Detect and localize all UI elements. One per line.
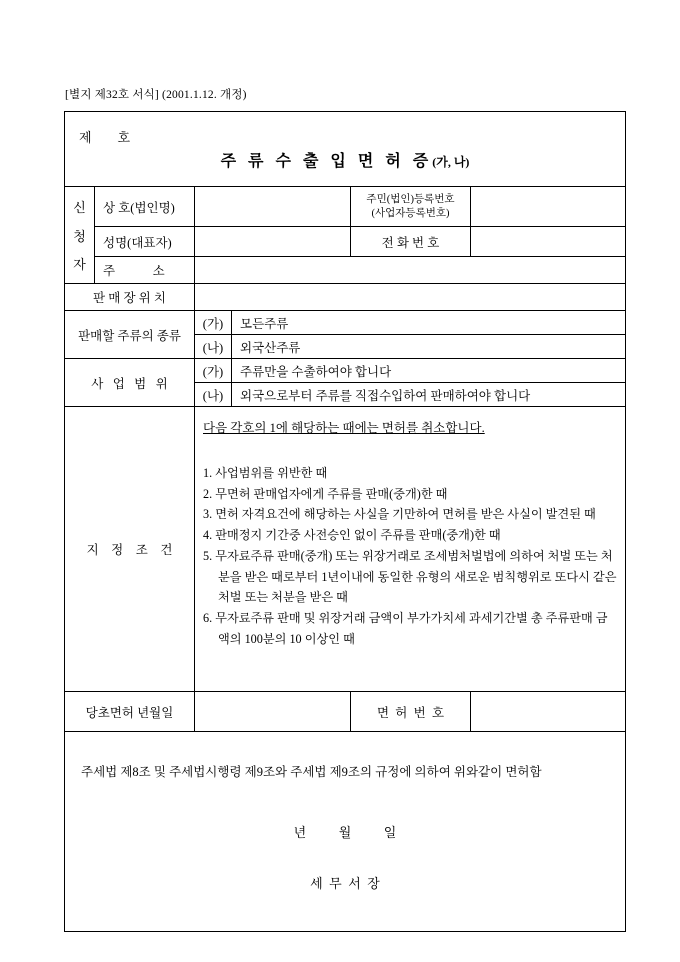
issue-date-line: 년 월 일 [293, 825, 397, 840]
liquor-type-text: 외국산주류 [232, 335, 626, 359]
liquor-types-label: 판매할 주류의 종류 [65, 311, 195, 359]
registration-number-field[interactable] [471, 187, 626, 227]
business-scope-label: 사 업 범 위 [65, 359, 195, 407]
company-name-field[interactable] [195, 187, 351, 227]
applicant-char: 청 [73, 228, 86, 244]
conditions-label: 지 정 조 건 [65, 407, 195, 692]
business-scope-text: 주류만을 수출하여야 합니다 [232, 359, 626, 383]
business-scope-code: (가) [195, 359, 232, 383]
representative-name-label: 성명(대표자) [95, 227, 195, 257]
original-license-date-field[interactable] [195, 692, 351, 732]
sales-location-field[interactable] [195, 284, 626, 311]
representative-name-field[interactable] [195, 227, 351, 257]
condition-item: 6. 무자료주류 판매 및 위장거래 금액이 부가가치세 과세기간별 총 주류판매 금액의 100분의 10 이상인 때 [203, 611, 608, 646]
conditions-list [203, 463, 619, 650]
condition-item: 2. 무면허 판매업자에게 주류를 판매(중개)한 때 [203, 486, 448, 501]
business-scope-text: 외국으로부터 주류를 직접수입하여 판매하여야 합니다 [232, 383, 626, 407]
condition-item: 3. 면허 자격요건에 해당하는 사실을 기만하여 면허를 받은 사실이 발견된 때 [203, 507, 596, 522]
liquor-type-code: (가) [195, 311, 232, 335]
phone-number-field[interactable] [471, 227, 626, 257]
address-label: 주 소 [95, 257, 195, 284]
title-cell [65, 112, 626, 187]
conditions-cell [195, 407, 626, 692]
doc-number-label: 제 호 [79, 130, 131, 145]
condition-item: 5. 무자료주류 판매(중개) 또는 위장거래로 조세범처벌법에 의하여 처벌 또는 처분을 받은 때로부터 1년이내에 동일한 유형의 새로운 범칙행위로 또다시 같은 처벌 또는 처분을 받은 때 [203, 548, 617, 605]
company-name-label: 상 호(법인명) [95, 187, 195, 227]
sales-location-label: 판 매 장 위 치 [65, 284, 195, 311]
license-number-label: 면 허 번 호 [351, 692, 471, 732]
business-scope-code: (나) [195, 383, 232, 407]
footer-cell [65, 732, 626, 932]
form-title-suffix: (가, 나) [432, 155, 470, 169]
phone-number-label: 전 화 번 호 [351, 227, 471, 257]
tax-office-signature: 세 무 서 장 [310, 876, 380, 891]
condition-item: 1. 사업범위를 위반한 때 [203, 466, 328, 480]
form-reference: [별지 제32호 서식] (2001.1.12. 개정) [65, 89, 247, 101]
liquor-type-text: 모든주류 [232, 311, 626, 335]
condition-item: 4. 판매정지 기간중 사전승인 없이 주류를 판매(중개)한 때 [203, 528, 501, 543]
liquor-license-form [64, 111, 626, 932]
license-number-field[interactable] [471, 692, 626, 732]
liquor-type-code: (나) [195, 335, 232, 359]
conditions-intro: 다음 각호의 1에 해당하는 때에는 면허를 취소합니다. [203, 421, 485, 435]
applicant-vertical-text [65, 188, 94, 283]
registration-number-label [351, 187, 471, 227]
address-field[interactable] [195, 257, 626, 284]
legal-statement: 주세법 제8조 및 주세법시행령 제9조와 주세법 제9조의 규정에 의하여 위와같이 면허함 [81, 765, 542, 779]
applicant-char: 자 [73, 257, 86, 272]
form-title-text: 주 류 수 출 입 면 허 증 [220, 153, 433, 170]
applicant-group-label [65, 187, 95, 284]
form-title [65, 148, 625, 171]
applicant-char: 신 [73, 200, 86, 215]
registration-number-label-line2: (사업자등록번호) [371, 207, 450, 219]
registration-number-label-line1: 주민(법인)등록번호 [366, 193, 455, 205]
original-license-date-label: 당초면허 년월일 [65, 692, 195, 732]
